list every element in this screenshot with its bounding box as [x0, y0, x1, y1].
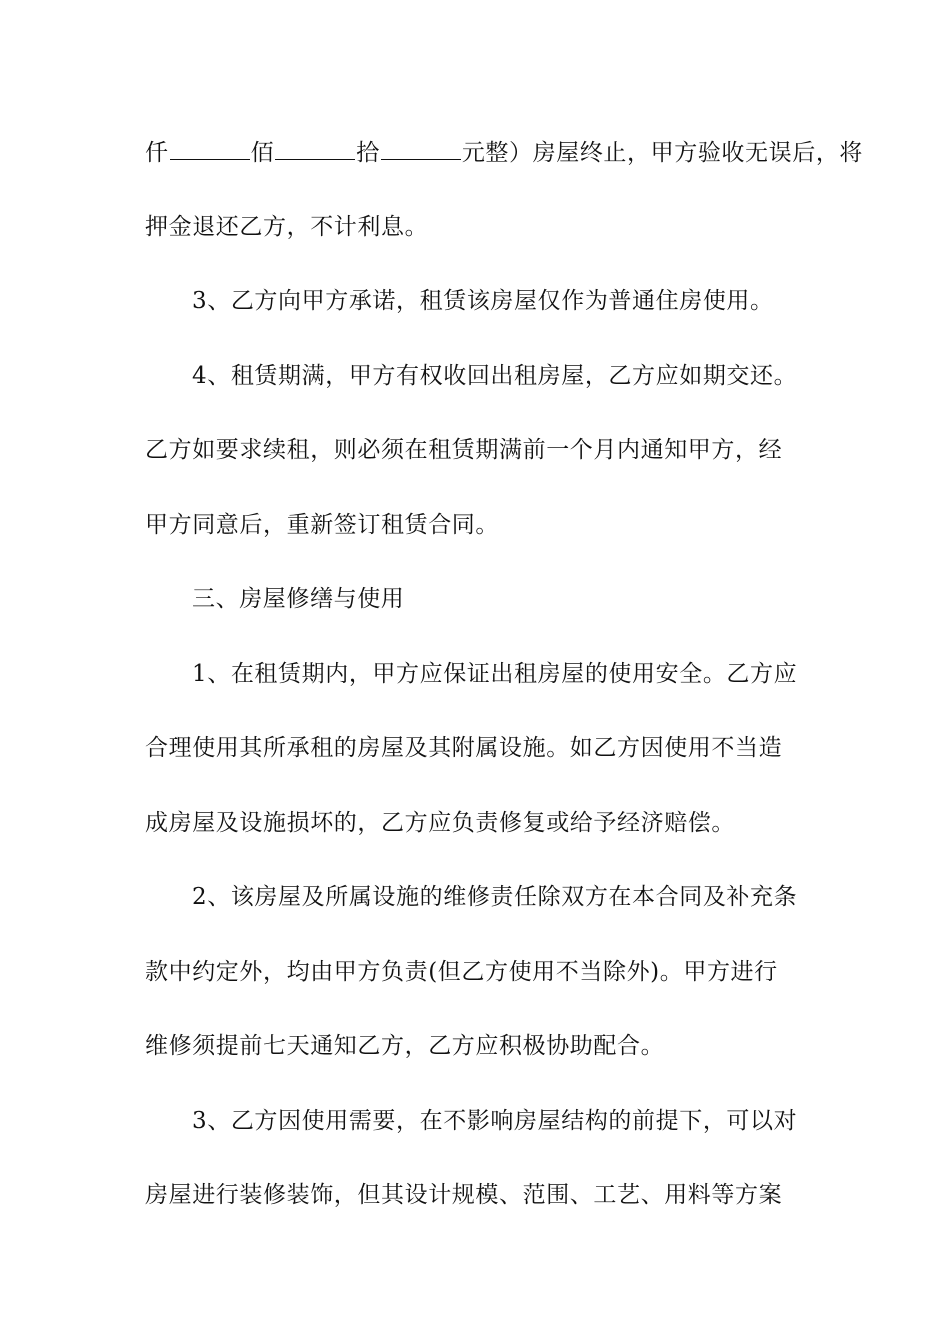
- text-line-8: 1、在租赁期内，甲方应保证出租房屋的使用安全。乙方应: [192, 661, 798, 687]
- text-segment: 仟: [145, 140, 169, 166]
- text-line-15: 房屋进行装修装饰，但其设计规模、范围、工艺、用料等方案: [145, 1182, 783, 1208]
- text-line-1: [145, 138, 864, 168]
- fill-in-blank: [170, 141, 250, 160]
- text-line-12: 款中约定外，均由甲方负责(但乙方使用不当除外)。甲方进行: [145, 959, 778, 985]
- text-line-14: 3、乙方因使用需要，在不影响房屋结构的前提下，可以对: [192, 1108, 798, 1134]
- text-segment: 拾: [356, 140, 380, 166]
- text-line-4: 4、租赁期满，甲方有权收回出租房屋，乙方应如期交还。: [192, 363, 798, 389]
- text-line-13: 维修须提前七天通知乙方，乙方应积极协助配合。: [145, 1033, 665, 1059]
- text-line-5: 乙方如要求续租，则必须在租赁期满前一个月内通知甲方，经: [145, 437, 783, 463]
- text-line-11: 2、该房屋及所属设施的维修责任除双方在本合同及补充条: [192, 884, 798, 910]
- fill-in-blank: [381, 141, 461, 160]
- text-line-9: 合理使用其所承租的房屋及其附属设施。如乙方因使用不当造: [145, 735, 783, 761]
- text-line-2: 押金退还乙方，不计利息。: [145, 214, 429, 240]
- fill-in-blank: [275, 141, 355, 160]
- text-line-3: 3、乙方向甲方承诺，租赁该房屋仅作为普通住房使用。: [192, 288, 774, 314]
- text-segment: 元整）房屋终止，甲方验收无误后，将: [461, 140, 864, 166]
- text-segment: 佰: [250, 140, 275, 166]
- text-line-10: 成房屋及设施损坏的，乙方应负责修复或给予经济赔偿。: [145, 810, 735, 836]
- section-heading: 三、房屋修缮与使用: [192, 586, 405, 612]
- text-line-6: 甲方同意后，重新签订租赁合同。: [145, 512, 499, 538]
